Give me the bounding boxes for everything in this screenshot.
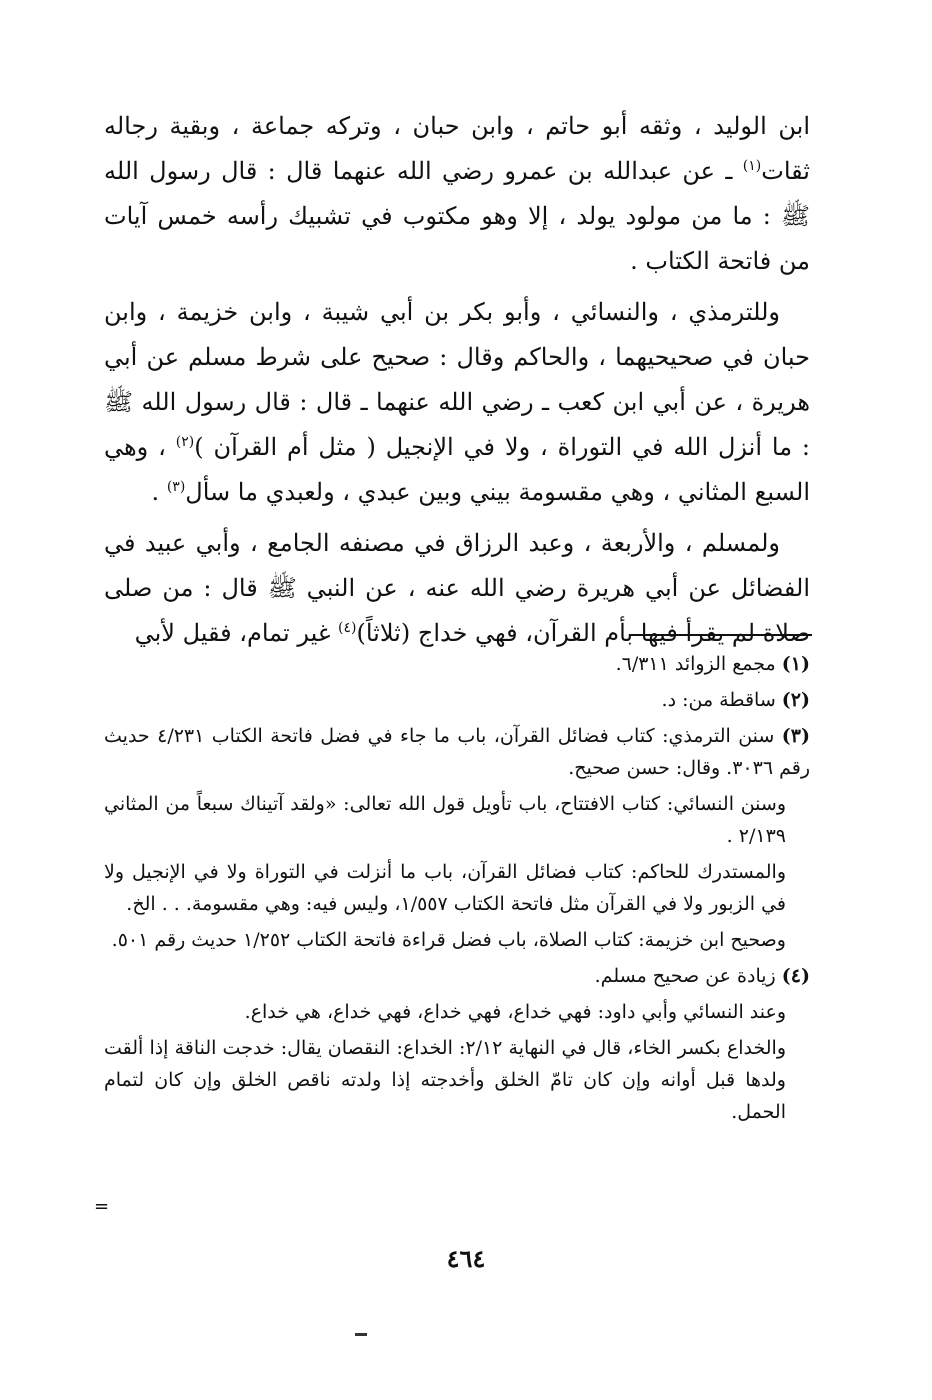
footnote-4 bbox=[104, 960, 810, 992]
footnote-4-text-a: زيادة عن صحيح مسلم. bbox=[594, 965, 776, 987]
footnote-3-nasai: وسنن النسائي: كتاب الافتتاح، باب تأويل قول الله تعالى: «ولقد آتيناك سبعاً من المثاني ٢/١٣٩ . bbox=[104, 793, 786, 847]
footnote-separator bbox=[630, 634, 812, 636]
footnotes bbox=[104, 648, 810, 1132]
footnote-3-hakim: والمستدرك للحاكم: كتاب فضائل القرآن، باب ما أنزلت في التوراة ولا في الإنجيل ولا في الزبور ولا في القرآن مثل فاتحة الكتاب ١/٥٥٧، وليس فيه: وهي مقسومة. . . الخ. bbox=[104, 861, 786, 915]
footnote-4-definition: والخداع بكسر الخاء، قال في النهاية ٢/١٢: الخداع: النقصان يقال: خدجت الناقة إذا ألقت ولدها قبل أوانه وإن كان تامّ الخلق وأخدجته إذا ولدته ناقص الخلق وإن كان لتمام الحمل. bbox=[104, 1037, 786, 1123]
paragraph-1-text: ابن الوليد ، وثقه أبو حاتم ، وابن حبان ، وتركه جماعة ، وبقية رجاله ثقات bbox=[104, 112, 810, 185]
scan-artifact bbox=[355, 1333, 367, 1336]
footnote-4-number: (٤) bbox=[781, 965, 810, 987]
footnote-ref-3: (٣) bbox=[166, 479, 186, 495]
footnote-3 bbox=[104, 720, 810, 784]
paragraph-3-text-b: غير تمام، فقيل لأبي bbox=[134, 619, 331, 647]
footnote-1-number: (١) bbox=[781, 653, 810, 675]
footnote-3-text-a: سنن الترمذي: كتاب فضائل القرآن، باب ما جاء في فضل فاتحة الكتاب ٤/٢٣١ حديث رقم ٣٠٣٦. وقال: حسن صحيح. bbox=[104, 725, 810, 779]
footnote-4-nasai: وعند النسائي وأبي داود: فهي خداع، فهي خداع، فهي خداع، هي خداع. bbox=[244, 1001, 786, 1023]
footnote-1 bbox=[104, 648, 810, 680]
paragraph-2-text-a: وللترمذي ، والنسائي ، وأبو بكر بن أبي شيبة ، وابن خزيمة ، وابن حبان في صحيحيهما ، والحاكم وقال : صحيح على شرط مسلم عن أبي هريرة ، عن أبي ابن كعب ـ رضي الله عنهما ـ قال : قال رسول الله ﷺ : ما أنزل الله في التوراة ، ولا في الإنجيل ( مثل أم القرآن ) bbox=[104, 298, 811, 461]
footnote-ref-2: (٢) bbox=[175, 434, 195, 450]
footnote-3-khuzaymah: وصحيح ابن خزيمة: كتاب الصلاة، باب فضل قراءة فاتحة الكتاب ١/٢٥٢ حديث رقم ٥٠١. bbox=[111, 929, 786, 951]
paragraph-1 bbox=[104, 104, 810, 284]
paragraph-1-continued: ـ عن عبدالله بن عمرو رضي الله عنهما قال : قال رسول الله ﷺ : ما من مولود يولد ، إلا وهو مكتوب في تشبيك رأسه خمس آيات من فاتحة الكتاب . bbox=[104, 157, 810, 275]
footnote-ref-1: (١) bbox=[742, 158, 762, 174]
page-number: ٤٦٤ bbox=[446, 1244, 486, 1273]
paragraph-3-text-a: ولمسلم ، والأربعة ، وعبد الرزاق في مصنفه الجامع ، وأبي عبيد في الفضائل عن أبي هريرة رضي الله عنه ، عن النبي ﷺ قال : من صلى صلاة لم يقرأ فيها بأم القرآن، فهي خداج (ثلاثاً) bbox=[104, 529, 810, 647]
paragraph-2-text-c: . bbox=[151, 478, 160, 506]
footnote-2-text: ساقطة من: د. bbox=[661, 689, 776, 711]
paragraph-2-text-b: ، وهي السبع المثاني ، وهي مقسومة بيني وبين عبدي ، ولعبدي ما سأل bbox=[104, 433, 810, 506]
main-text bbox=[104, 104, 810, 662]
footnote-1-text: مجمع الزوائد ٦/٣١١. bbox=[615, 653, 776, 675]
footnote-ref-4: (٤) bbox=[338, 620, 357, 636]
paragraph-2 bbox=[104, 290, 810, 515]
footnote-3-number: (٣) bbox=[781, 725, 811, 747]
footnote-2-number: (٢) bbox=[781, 689, 810, 711]
margin-mark: = bbox=[94, 1196, 110, 1217]
footnote-2 bbox=[104, 684, 810, 716]
